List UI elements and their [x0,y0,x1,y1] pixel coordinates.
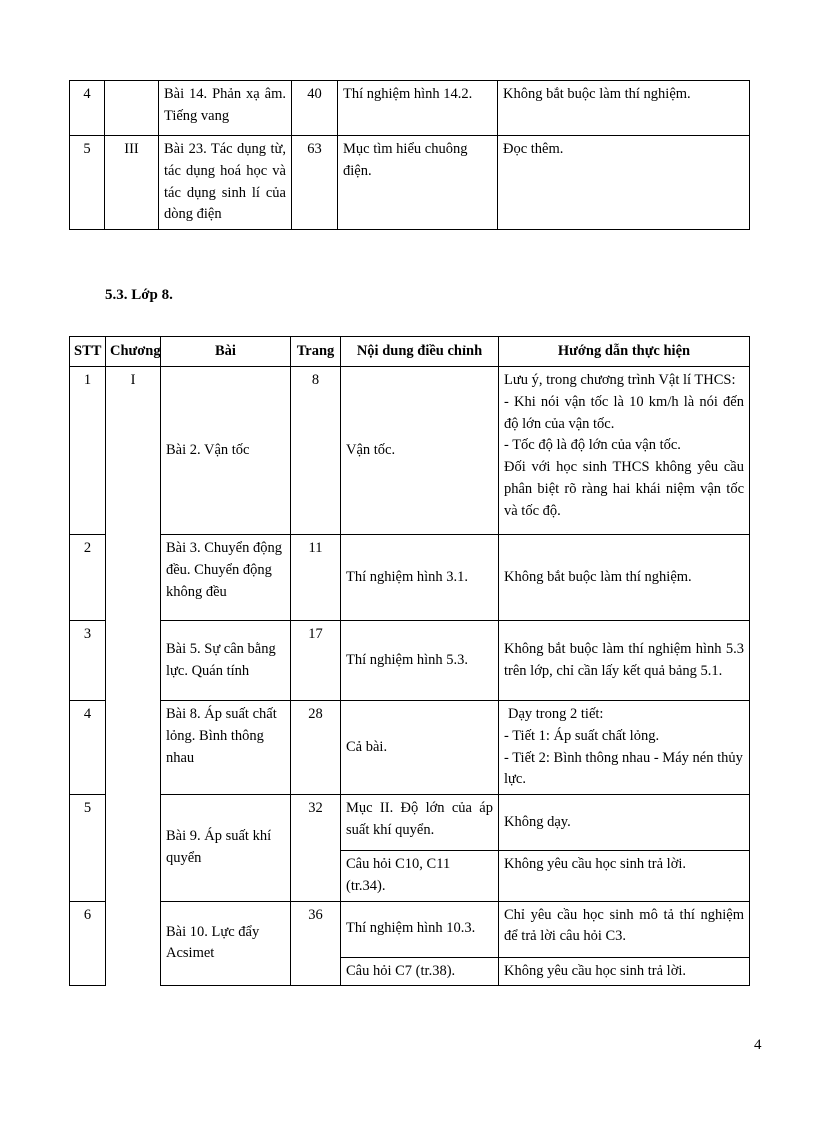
grade-8-table [69,336,750,986]
stt-cell: 5 [70,795,106,902]
noi-dung-cell: Câu hỏi C7 (tr.38). [341,957,499,986]
huong-dan-cell: Không yêu cầu học sinh trả lời. [499,957,750,986]
table-header-row [70,337,750,367]
stt-cell: 4 [70,81,105,136]
bai-cell: Bài 3. Chuyển động đều. Chuyển động không đều [161,535,291,621]
huong-dan-cell [499,367,750,535]
trang-cell: 36 [291,901,341,986]
huong-dan-line: Lưu ý, trong chương trình Vật lí THCS: [504,372,736,388]
huong-dan-line: Dạy trong 2 tiết: [508,706,604,722]
huong-dan-line: - Tiết 2: Bình thông nhau - Máy nén thủy lực. [504,749,743,788]
stt-cell: 6 [70,901,106,986]
trang-cell: 32 [291,795,341,902]
stt-cell: 5 [70,136,105,230]
huong-dan-cell: Chỉ yêu cầu học sinh mô tả thí nghiệm để trả lời câu hỏi C3. [499,901,750,957]
trang-cell: 40 [292,81,338,136]
noi-dung-cell: Thí nghiệm hình 10.3. [341,901,499,957]
huong-dan-cell: Không dạy. [499,795,750,851]
huong-dan-cell: Không yêu cầu học sinh trả lời. [499,851,750,902]
bai-cell: Bài 23. Tác dụng từ, tác dụng hoá học và tác dụng sinh lí của dòng điện [159,136,292,230]
chuong-cell: III [105,136,159,230]
stt-cell: 4 [70,701,106,795]
noi-dung-cell: Câu hỏi C10, C11 (tr.34). [341,851,499,902]
table-row [70,136,750,230]
huong-dan-line: - Tốc độ là độ lớn của vận tốc. [504,437,681,454]
huong-dan-line: - Tiết 1: Áp suất chất lỏng. [504,727,660,744]
huong-dan-cell: Không bắt buộc làm thí nghiệm. [498,81,750,136]
trang-cell: 17 [291,621,341,701]
continuation-table [69,80,750,230]
header-bai: Bài [161,337,291,367]
noi-dung-cell: Vận tốc. [341,367,499,535]
huong-dan-cell: Đọc thêm. [498,136,750,230]
header-noi-dung: Nội dung điều chỉnh [341,337,499,367]
bai-cell: Bài 5. Sự cân bằng lực. Quán tính [161,621,291,701]
trang-cell: 28 [291,701,341,795]
chuong-cell [105,81,159,136]
huong-dan-line: Đối với học sinh THCS không yêu cầu phân biệt rõ ràng hai khái niệm vận tốc và tốc độ. [504,459,744,519]
header-trang: Trang [291,337,341,367]
stt-cell: 2 [70,535,106,621]
trang-cell: 63 [292,136,338,230]
bai-cell: Bài 8. Áp suất chất lỏng. Bình thông nhau [161,701,291,795]
stt-cell: 3 [70,621,106,701]
header-huong-dan: Hướng dẫn thực hiện [499,337,750,367]
noi-dung-cell: Cả bài. [341,701,499,795]
noi-dung-cell: Mục II. Độ lớn của áp suất khí quyển. [341,795,499,851]
noi-dung-cell: Mục tìm hiểu chuông điện. [338,136,498,230]
trang-cell: 11 [291,535,341,621]
table-row [70,621,750,701]
noi-dung-cell: Thí nghiệm hình 14.2. [338,81,498,136]
table-row [70,901,750,957]
header-stt: STT [70,337,106,367]
table-row [70,367,750,535]
trang-cell: 8 [291,367,341,535]
huong-dan-line: - Khi nói vận tốc là 10 km/h là nói đến độ lớn của vận tốc. [504,393,744,432]
bai-cell: Bài 14. Phản xạ âm. Tiếng vang [159,81,292,136]
huong-dan-cell: Không bắt buộc làm thí nghiệm. [499,535,750,621]
noi-dung-cell: Thí nghiệm hình 3.1. [341,535,499,621]
bai-cell: Bài 10. Lực đẩy Acsimet [161,901,291,986]
page-number: 4 [754,1037,762,1053]
table-row [70,81,750,136]
table-row [70,535,750,621]
huong-dan-cell [499,701,750,795]
noi-dung-cell: Thí nghiệm hình 5.3. [341,621,499,701]
section-heading: 5.3. Lớp 8. [105,287,173,303]
huong-dan-cell: Không bắt buộc làm thí nghiệm hình 5.3 trên lớp, chỉ cần lấy kết quả bảng 5.1. [499,621,750,701]
bai-cell: Bài 9. Áp suất khí quyển [161,795,291,902]
header-chuong: Chương [106,337,161,367]
table-row [70,701,750,795]
bai-cell: Bài 2. Vận tốc [161,367,291,535]
stt-cell: 1 [70,367,106,535]
chuong-cell: I [106,367,161,986]
table-row [70,795,750,851]
